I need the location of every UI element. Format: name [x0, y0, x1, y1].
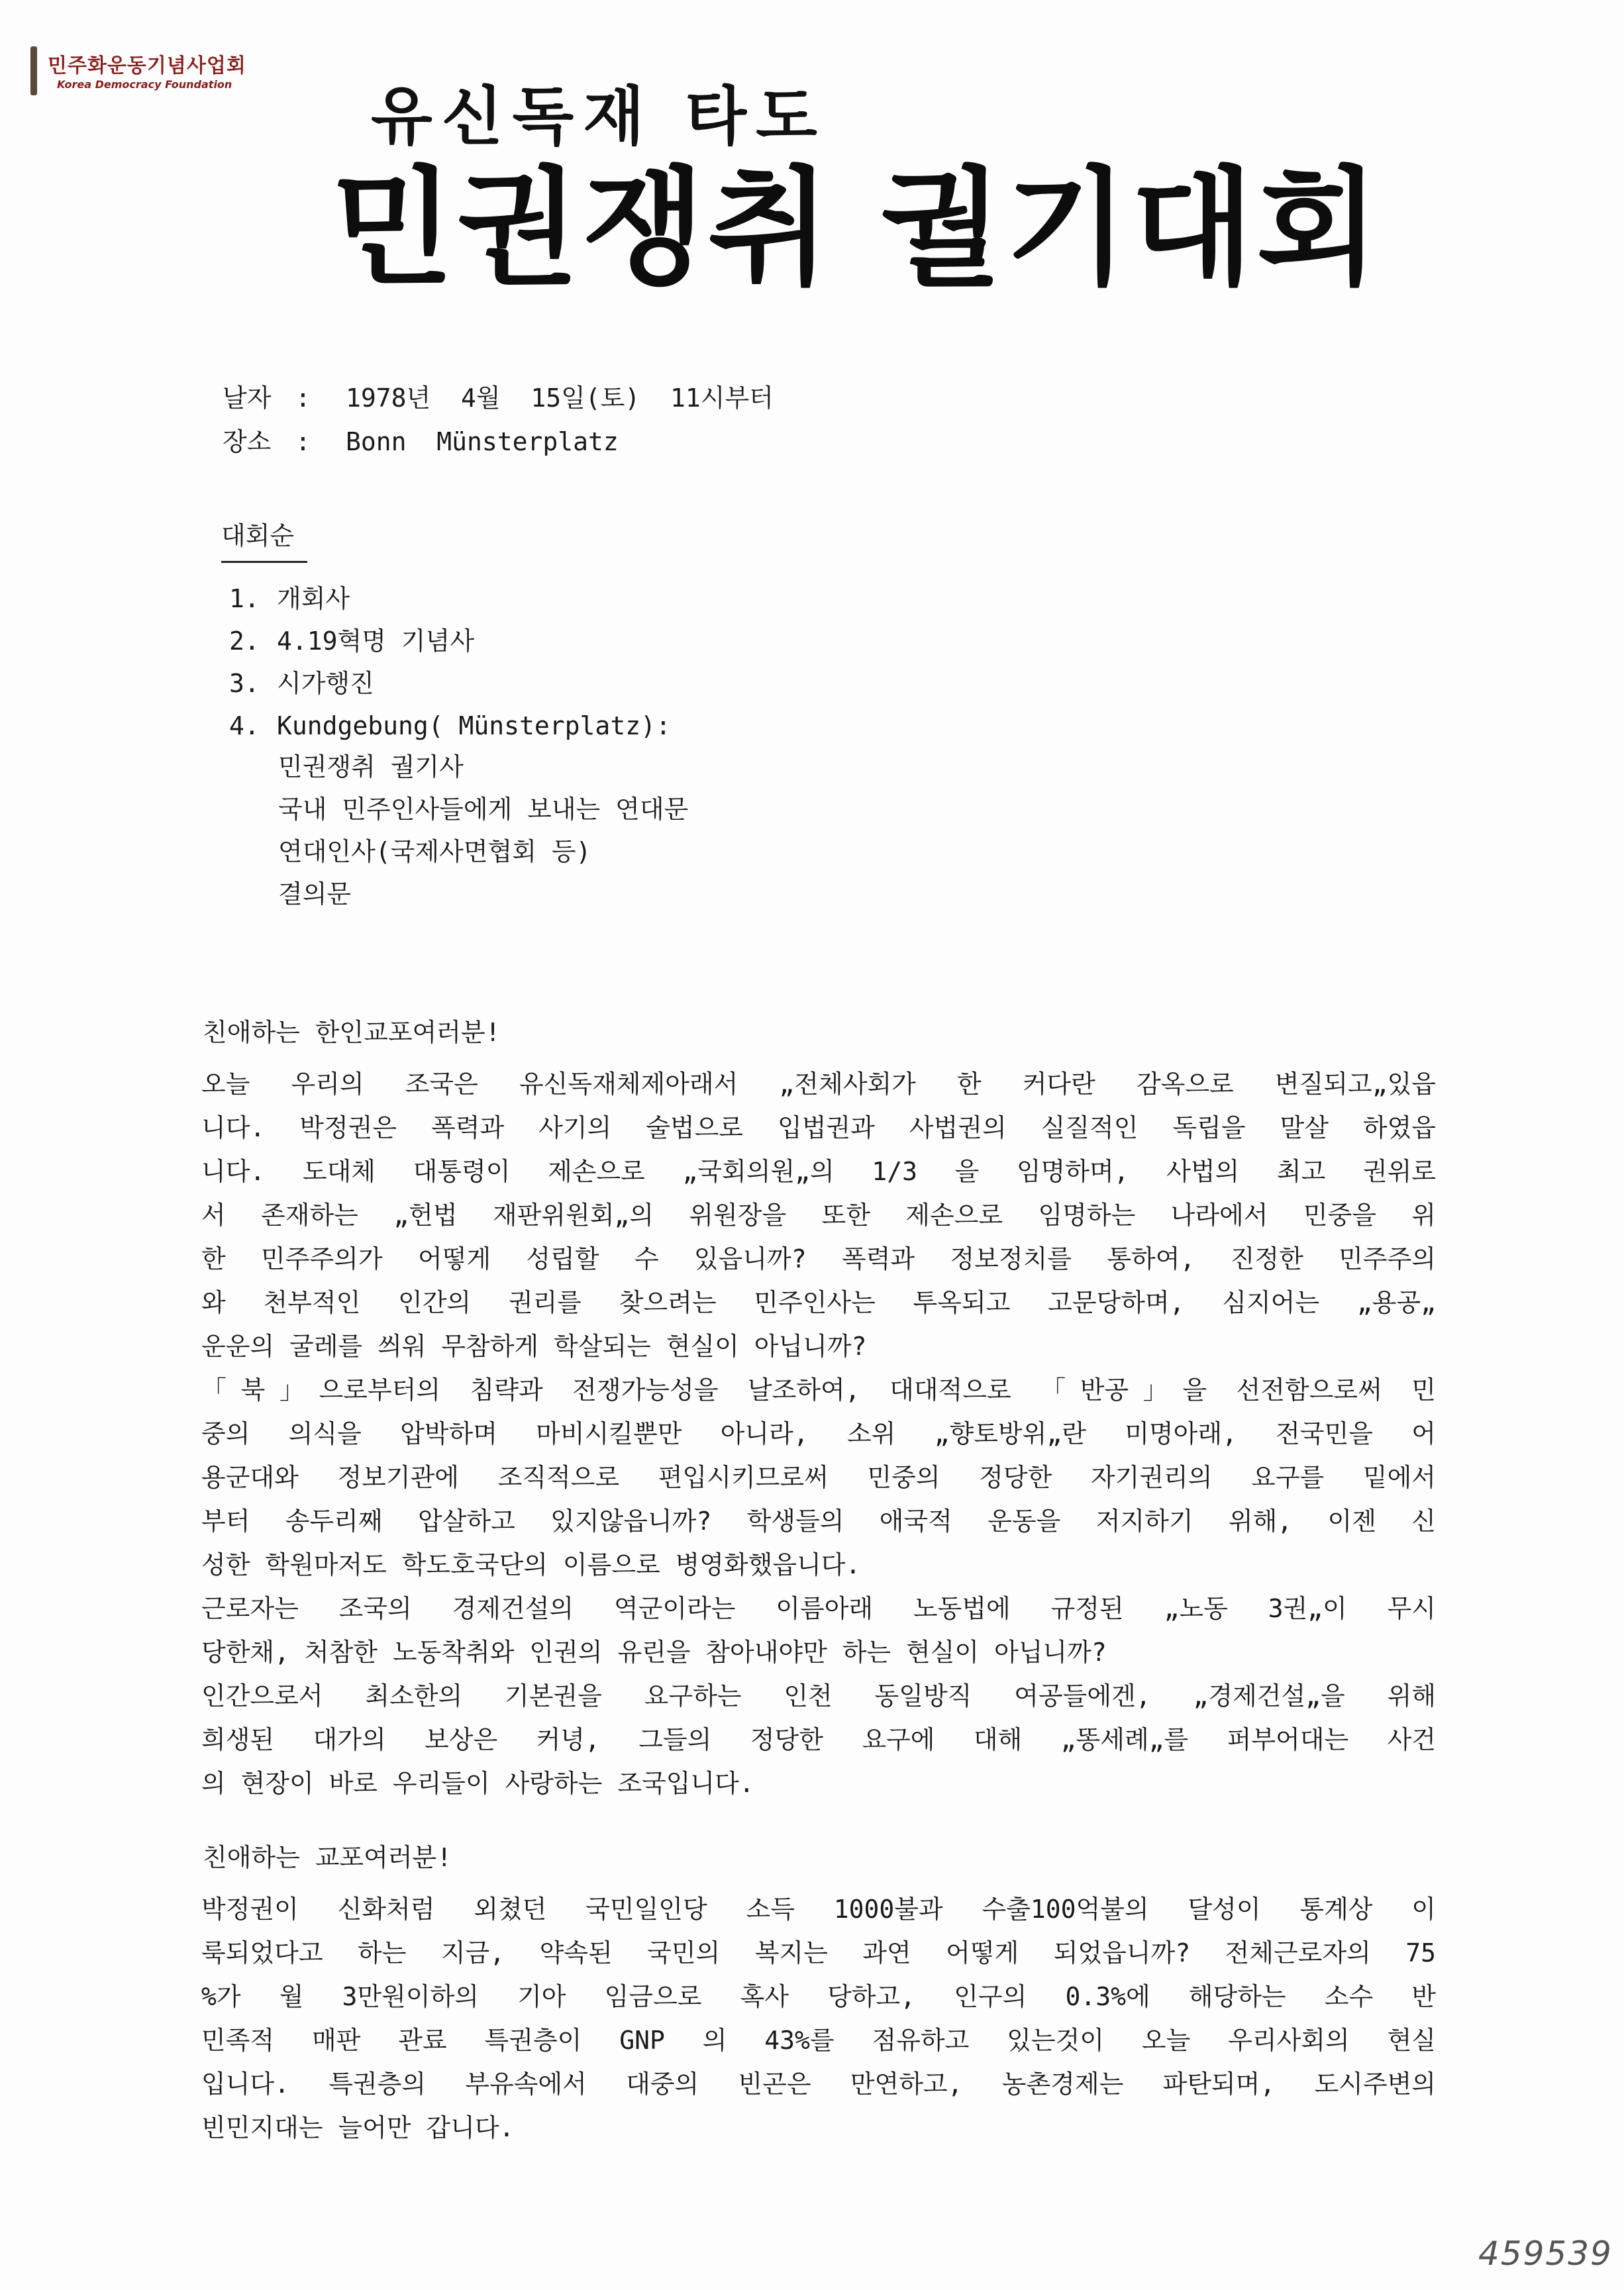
- paragraph-line: 중의 의식을 압박하며 마비시킬뿐만 아니라, 소위 „향토방위„란 미명아래, 전국민을 어: [201, 1419, 1436, 1448]
- place-label: 장소: [223, 427, 272, 456]
- paragraph-line: 부터 송두리째 압살하고 있지않읍니까? 학생들의 애국적 운동을 저지하기 위해, 이젠 신: [201, 1507, 1436, 1536]
- logo-english-text: Korea Democracy Foundation: [57, 78, 232, 91]
- program-item: [229, 662, 671, 705]
- paragraph-1: [201, 1062, 1436, 1805]
- paragraph-line: 희생된 대가의 보상은 커녕, 그들의 정당한 요구에 대해 „똥세례„를 퍼부어대는 사건: [201, 1725, 1436, 1754]
- program-item-text: 개회사: [277, 584, 350, 613]
- paragraph-line: 룩되었다고 하는 지금, 약속된 국민의 복지는 과연 어떻게 되었읍니까? 전체근로자의 75: [201, 1938, 1436, 1967]
- date-label: 날자: [223, 383, 272, 413]
- paragraph-line: 입니다. 특권층의 부유속에서 대중의 빈곤은 만연하고, 농촌경제는 파탄되며, 도시주변의: [201, 2069, 1436, 2099]
- program-subitem: 결의문: [278, 879, 352, 909]
- program-item-text: 4.19혁명 기념사: [277, 626, 474, 656]
- program-subitem: 국내 민주인사들에게 보내는 연대문: [278, 795, 689, 824]
- paragraph-line: 오늘 우리의 조국은 유신독재체제아래서 „전체사회가 한 커다란 감옥으로 변질되고„있읍: [201, 1070, 1436, 1099]
- date-colon: :: [295, 383, 311, 413]
- program-list: [229, 577, 671, 747]
- program-subitem: 연대인사(국제사면협회 등): [278, 837, 591, 866]
- paragraph-line: 민족적 매판 관료 특권층이 GNP 의 43%를 점유하고 있는것이 오늘 우리사회의 현실: [201, 2026, 1436, 2055]
- program-item: [229, 577, 671, 620]
- paragraph-line: 빈민지대는 늘어만 갑니다.: [201, 2113, 515, 2142]
- paragraph-line: 용군대와 정보기관에 조직적으로 편입시키므로써 민중의 정당한 자기권리의 요구를 밑에서: [201, 1463, 1436, 1492]
- salutation-2: 친애하는 교포여러분!: [203, 1843, 452, 1872]
- program-subitem: 민권쟁취 궐기사: [278, 752, 464, 781]
- paragraph-line: 「북」으로부터의 침략과 전쟁가능성을 날조하여, 대대적으로 「반공」을 선전함으로써 민: [201, 1375, 1436, 1405]
- paragraph-line: 성한 학원마저도 학도호국단의 이름으로 병영화했읍니다.: [201, 1550, 861, 1579]
- program-item: [229, 705, 671, 747]
- program-item-text: 시가행진: [277, 669, 374, 698]
- date-row: [223, 376, 774, 420]
- program-item-number: 3.: [229, 669, 260, 698]
- paragraph-line: 인간으로서 최소한의 기본권을 요구하는 인천 동일방직 여공들에겐, „경제건설„을 위해: [201, 1681, 1436, 1711]
- paragraph-2: [201, 1887, 1436, 2150]
- paragraph-line: 의 현장이 바로 우리들이 사랑하는 조국입니다.: [201, 1769, 754, 1798]
- paragraph-line: 와 천부적인 인간의 권리를 찾으려는 민주인사는 투옥되고 고문당하며, 심지어는 „용공„: [201, 1288, 1436, 1317]
- paragraph-line: 당한채, 처참한 노동착취와 인권의 유린을 참아내야만 하는 현실이 아닙니까?: [201, 1638, 1107, 1667]
- program-item-number: 4.: [229, 711, 260, 740]
- foundation-logo: [30, 44, 249, 97]
- paragraph-line: 운운의 굴레를 씌워 무참하게 학살되는 현실이 아닙니까?: [201, 1332, 867, 1361]
- paragraph-line: 니다. 박정권은 폭력과 사기의 술법으로 입법권과 사법권의 실질적인 독립을 말살 하였읍: [201, 1113, 1436, 1142]
- paragraph-line: %가 월 3만원이하의 기아 임금으로 혹사 당하고, 인구의 0.3%에 해당하는 소수 반: [201, 1982, 1436, 2011]
- date-value: 1978년 4월 15일(토) 11시부터: [346, 383, 774, 413]
- place-row: [223, 420, 774, 464]
- program-heading: 대회순: [221, 515, 307, 563]
- paragraph-line: 근로자는 조국의 경제건설의 역군이라는 이름아래 노동법에 규정된 „노동 3권„이 무시: [201, 1594, 1436, 1623]
- title-line-2: 민권쟁취 궐기대회: [331, 155, 1382, 303]
- program-item-text: Kundgebung( Münsterplatz):: [277, 711, 671, 740]
- place-value: Bonn Münsterplatz: [346, 427, 619, 456]
- paragraph-line: 니다. 도대체 대통령이 제손으로 „국회의원„의 1/3 을 임명하며, 사법의 최고 권위로: [201, 1157, 1436, 1186]
- program-item-number: 2.: [229, 626, 260, 656]
- salutation-1: 친애하는 한인교포여러분!: [203, 1018, 501, 1047]
- paragraph-line: 박정권이 신화처럼 외쳤던 국민일인당 소득 1000불과 수출100억불의 달성이 통계상 이: [201, 1895, 1436, 1924]
- place-colon: :: [295, 427, 311, 456]
- program-item-number: 1.: [229, 584, 260, 613]
- document-number: 459539: [1478, 2234, 1613, 2273]
- logo-korean-text: 민주화운동기념사업회: [48, 54, 246, 77]
- program-sublist: [278, 746, 688, 915]
- program-item: [229, 620, 671, 662]
- paragraph-line: 한 민주주의가 어떻게 성립할 수 있읍니까? 폭력과 정보정치를 통하여, 진정한 민주주의: [201, 1244, 1436, 1273]
- title-line-1: 유신독재 타도: [371, 79, 827, 154]
- event-info: [223, 376, 774, 464]
- paragraph-line: 서 존재하는 „헌법 재판위원회„의 위원장을 또한 제손으로 임명하는 나라에서 민중을 위: [201, 1201, 1436, 1230]
- logo-bar: [30, 46, 37, 95]
